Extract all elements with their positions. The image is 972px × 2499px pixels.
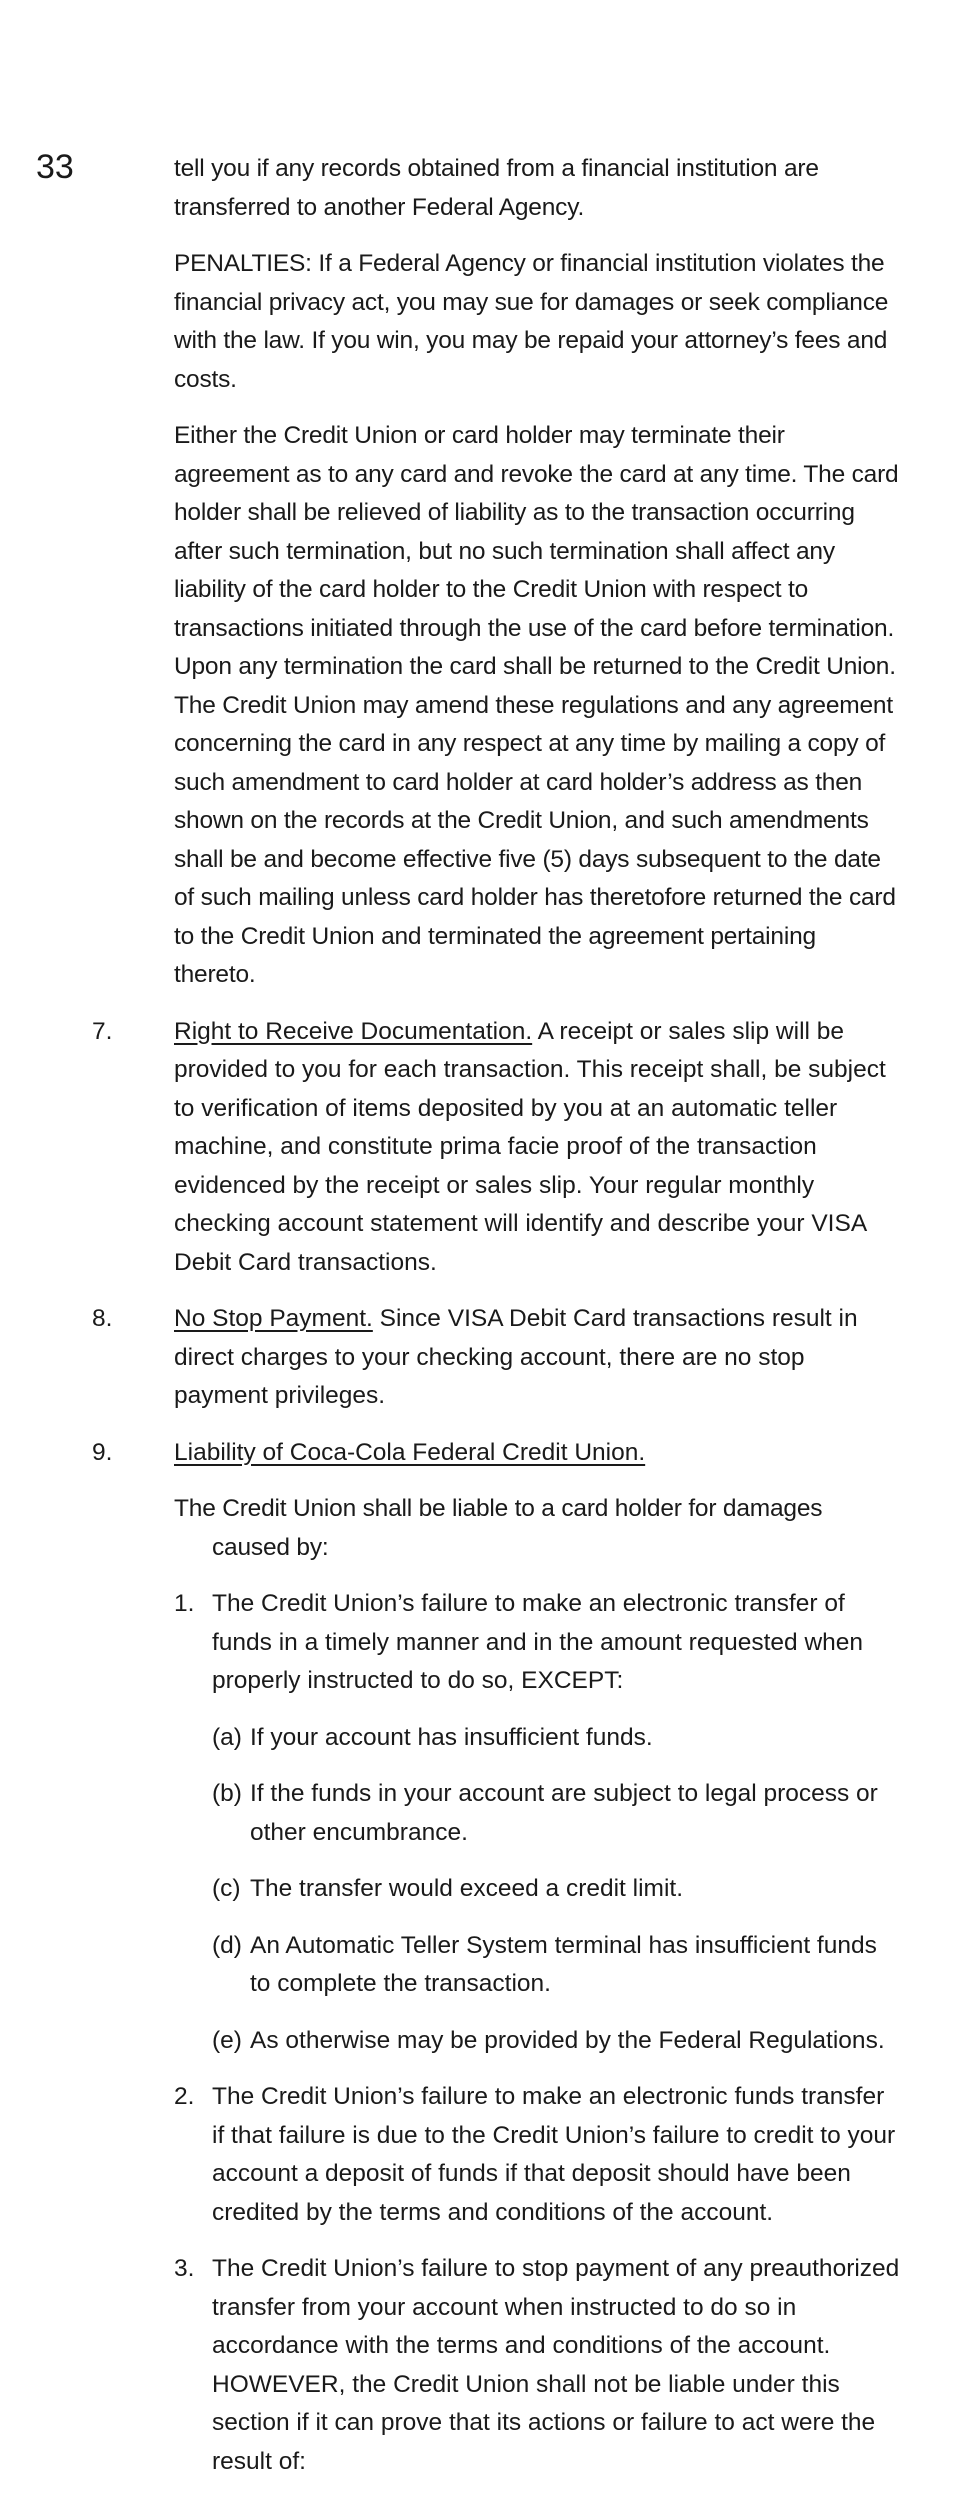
intro-paragraph: tell you if any records obtained from a financial institution are transferred to another Federal Agency. bbox=[174, 155, 819, 221]
exception-letter: (e) bbox=[212, 2026, 242, 2054]
liability-item-number: 1. bbox=[174, 1590, 195, 1617]
liability-item-text: The Credit Union’s failure to make an electronic transfer of funds in a timely manner and in the amount requested when properly instructed to do so, EXCEPT: bbox=[212, 1590, 864, 1694]
page-number: 33 bbox=[36, 148, 74, 186]
section-9 bbox=[92, 1434, 900, 1473]
liability-item-2 bbox=[174, 2078, 900, 2232]
liability-item-3 bbox=[174, 2250, 900, 2481]
section-heading: No Stop Payment. bbox=[174, 1305, 373, 1332]
exception-d bbox=[212, 1927, 900, 2004]
section-heading: Liability of Coca-Cola Federal Credit Union. bbox=[174, 1438, 646, 1466]
liability-item-number: 2. bbox=[174, 2083, 195, 2110]
liability-intro: The Credit Union shall be liable to a card holder for damages caused by: bbox=[174, 1495, 823, 1561]
section-number: 8. bbox=[92, 1305, 113, 1332]
penalties-paragraph: PENALTIES: If a Federal Agency or financial institution violates the financial privacy act, you may sue for damages or seek compliance with the law. If you win, you may be repaid your attorney’s fees and costs. bbox=[174, 250, 889, 393]
section-text bbox=[174, 1434, 900, 1473]
exception-letter: (d) bbox=[212, 1931, 242, 1959]
exception-text: As otherwise may be provided by the Federal Regulations. bbox=[250, 2026, 885, 2054]
exception-b bbox=[212, 1775, 900, 1852]
section-text bbox=[174, 1300, 900, 1416]
section-7 bbox=[92, 1013, 900, 1283]
exception-e bbox=[212, 2022, 900, 2061]
liability-item-text: The Credit Union’s failure to make an electronic funds transfer if that failure is due to the Credit Union’s failure to credit to your account a deposit of funds if that deposit should have been credited by the terms and conditions of the account. bbox=[212, 2083, 896, 2226]
exception-text: The transfer would exceed a credit limit. bbox=[250, 1875, 684, 1902]
exception-a bbox=[212, 1719, 900, 1758]
exception-letter: (c) bbox=[212, 1875, 241, 1902]
page-content bbox=[92, 150, 900, 2499]
exception-letter: (b) bbox=[212, 1780, 242, 1807]
section-heading: Right to Receive Documentation. bbox=[174, 1017, 533, 1045]
exception-text: If your account has insufficient funds. bbox=[250, 1723, 653, 1751]
section-body: A receipt or sales slip will be provided to you for each transaction. This receipt shall, be subject to verification of items deposited by you at an automatic teller machine, and constitute prima facie proof of the transaction evidenced by the receipt or sales slip. Your regular monthly checking account statement will identify and describe your VISA Debit Card transactions. bbox=[174, 1017, 886, 1276]
exception-text: An Automatic Teller System terminal has insufficient funds to complete the transaction. bbox=[250, 1931, 877, 1997]
exception-text: If the funds in your account are subject to legal process or other encumbrance. bbox=[250, 1780, 878, 1846]
exception-c bbox=[212, 1870, 900, 1909]
section-number: 7. bbox=[92, 1017, 113, 1045]
liability-item-1 bbox=[174, 1585, 900, 1701]
liability-item-text: The Credit Union’s failure to stop payment of any preauthorized transfer from your account when instructed to do so in accordance with the terms and conditions of the account. HOWEVER, the Credit Union shall not be liable under this section if it can prove that its actions or failure to act were the result of: bbox=[212, 2255, 900, 2475]
section-8 bbox=[92, 1300, 900, 1416]
liability-item-number: 3. bbox=[174, 2255, 195, 2282]
termination-paragraph: Either the Credit Union or card holder may terminate their agreement as to any card and revoke the card at any time. The card holder shall be relieved of liability as to the transaction occurring after such termination, but no such termination shall affect any liability of the card holder to the Credit Union with respect to transactions initiated through the use of the card before termination. Upon any termination the card shall be returned to the Credit Union. The Credit Union may amend these regulations and any agreement concerning the card in any respect at any time by mailing a copy of such amendment to card holder at card holder’s address as then shown on the records at the Credit Union, and such amendments shall be and become effective five (5) days subsequent to the date of such mailing unless card holder has theretofore returned the card to the Credit Union and terminated the agreement pertaining thereto. bbox=[174, 422, 899, 988]
section-text bbox=[174, 1013, 900, 1283]
exception-letter: (a) bbox=[212, 1723, 242, 1751]
section-body: Since VISA Debit Card transactions result in direct charges to your checking account, there are no stop payment privileges. bbox=[174, 1305, 858, 1409]
section-number: 9. bbox=[92, 1438, 113, 1466]
